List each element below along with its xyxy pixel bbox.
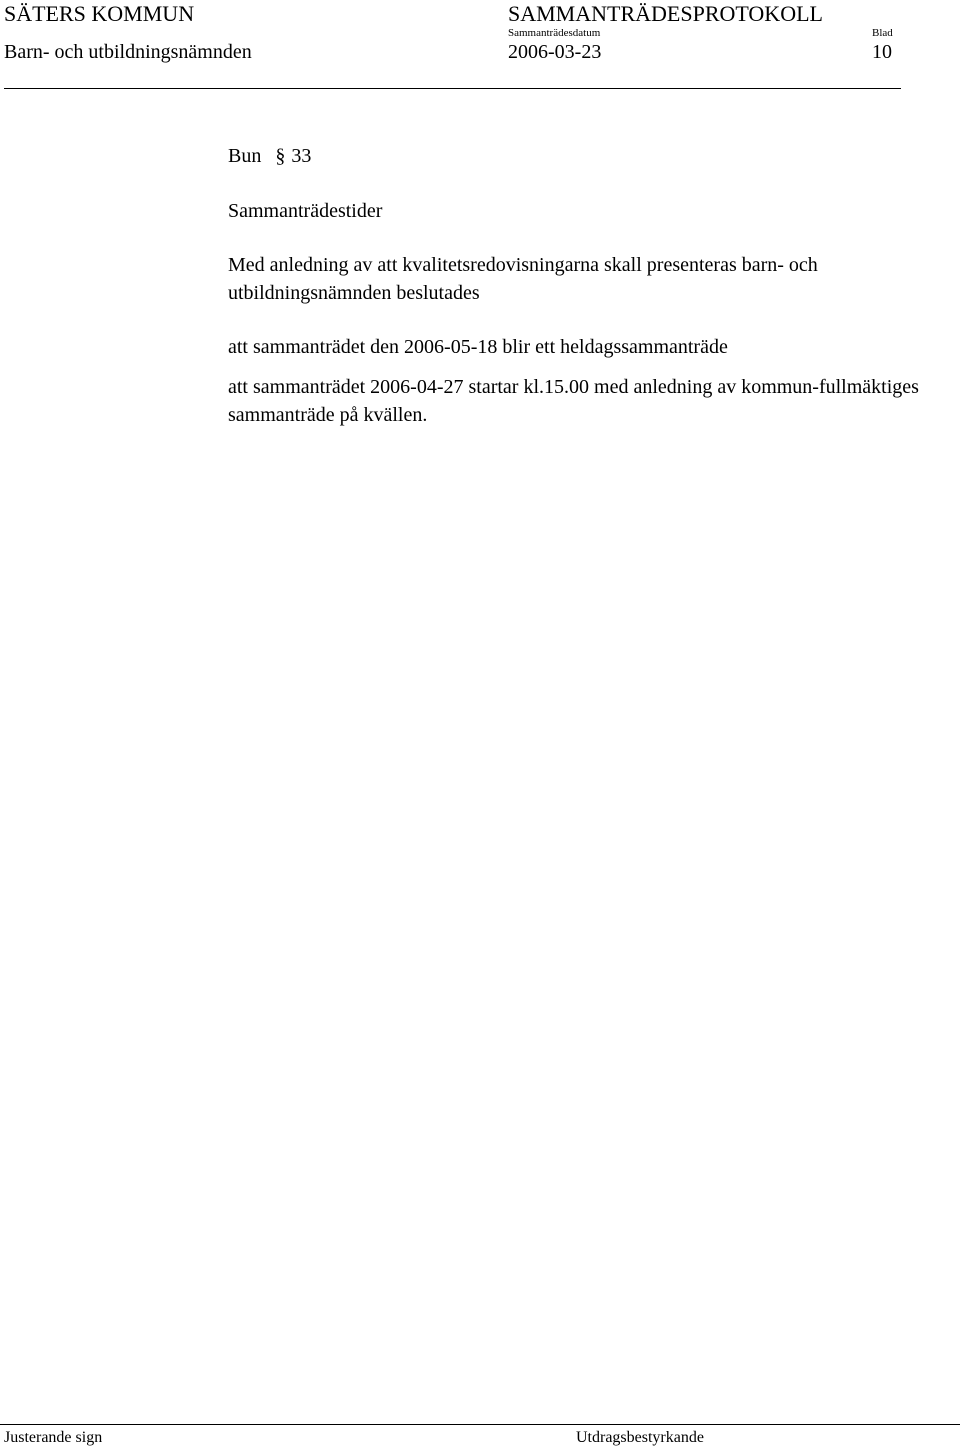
header-divider xyxy=(4,88,901,89)
document-type-title: SAMMANTRÄDESPROTOKOLL xyxy=(508,1,823,26)
committee-name: Barn- och utbildningsnämnden xyxy=(4,41,252,63)
meeting-date-caption: Sammanträdesdatum xyxy=(508,27,601,39)
footer-divider xyxy=(0,1424,960,1425)
meeting-date: 2006-03-23 xyxy=(508,41,602,63)
section-subject: Sammanträdestider xyxy=(228,200,383,222)
section-prefix: Bun xyxy=(228,145,262,167)
decision-item-start-time: att sammanträdet 2006-04-27 startar kl.15.00 med anledning av kommun-fullmäktiges sammanträde på kvällen. xyxy=(228,376,919,426)
footer-signature-label: Justerande sign xyxy=(4,1429,103,1446)
page-number: 10 xyxy=(872,41,892,63)
section-reference xyxy=(228,144,311,168)
footer-certification-label: Utdragsbestyrkande xyxy=(576,1429,704,1446)
page-number-caption: Blad xyxy=(872,27,893,39)
section-symbol: § xyxy=(275,145,286,167)
section-number: 33 xyxy=(291,145,312,167)
organization-name: SÄTERS KOMMUN xyxy=(4,1,195,26)
decision-item-full-day: att sammanträdet den 2006-05-18 blir ett heldagssammanträde xyxy=(228,336,728,358)
decision-intro-paragraph: Med anledning av att kvalitetsredovisningarna skall presenteras barn- och utbildningsnämnden beslutades xyxy=(228,254,818,304)
